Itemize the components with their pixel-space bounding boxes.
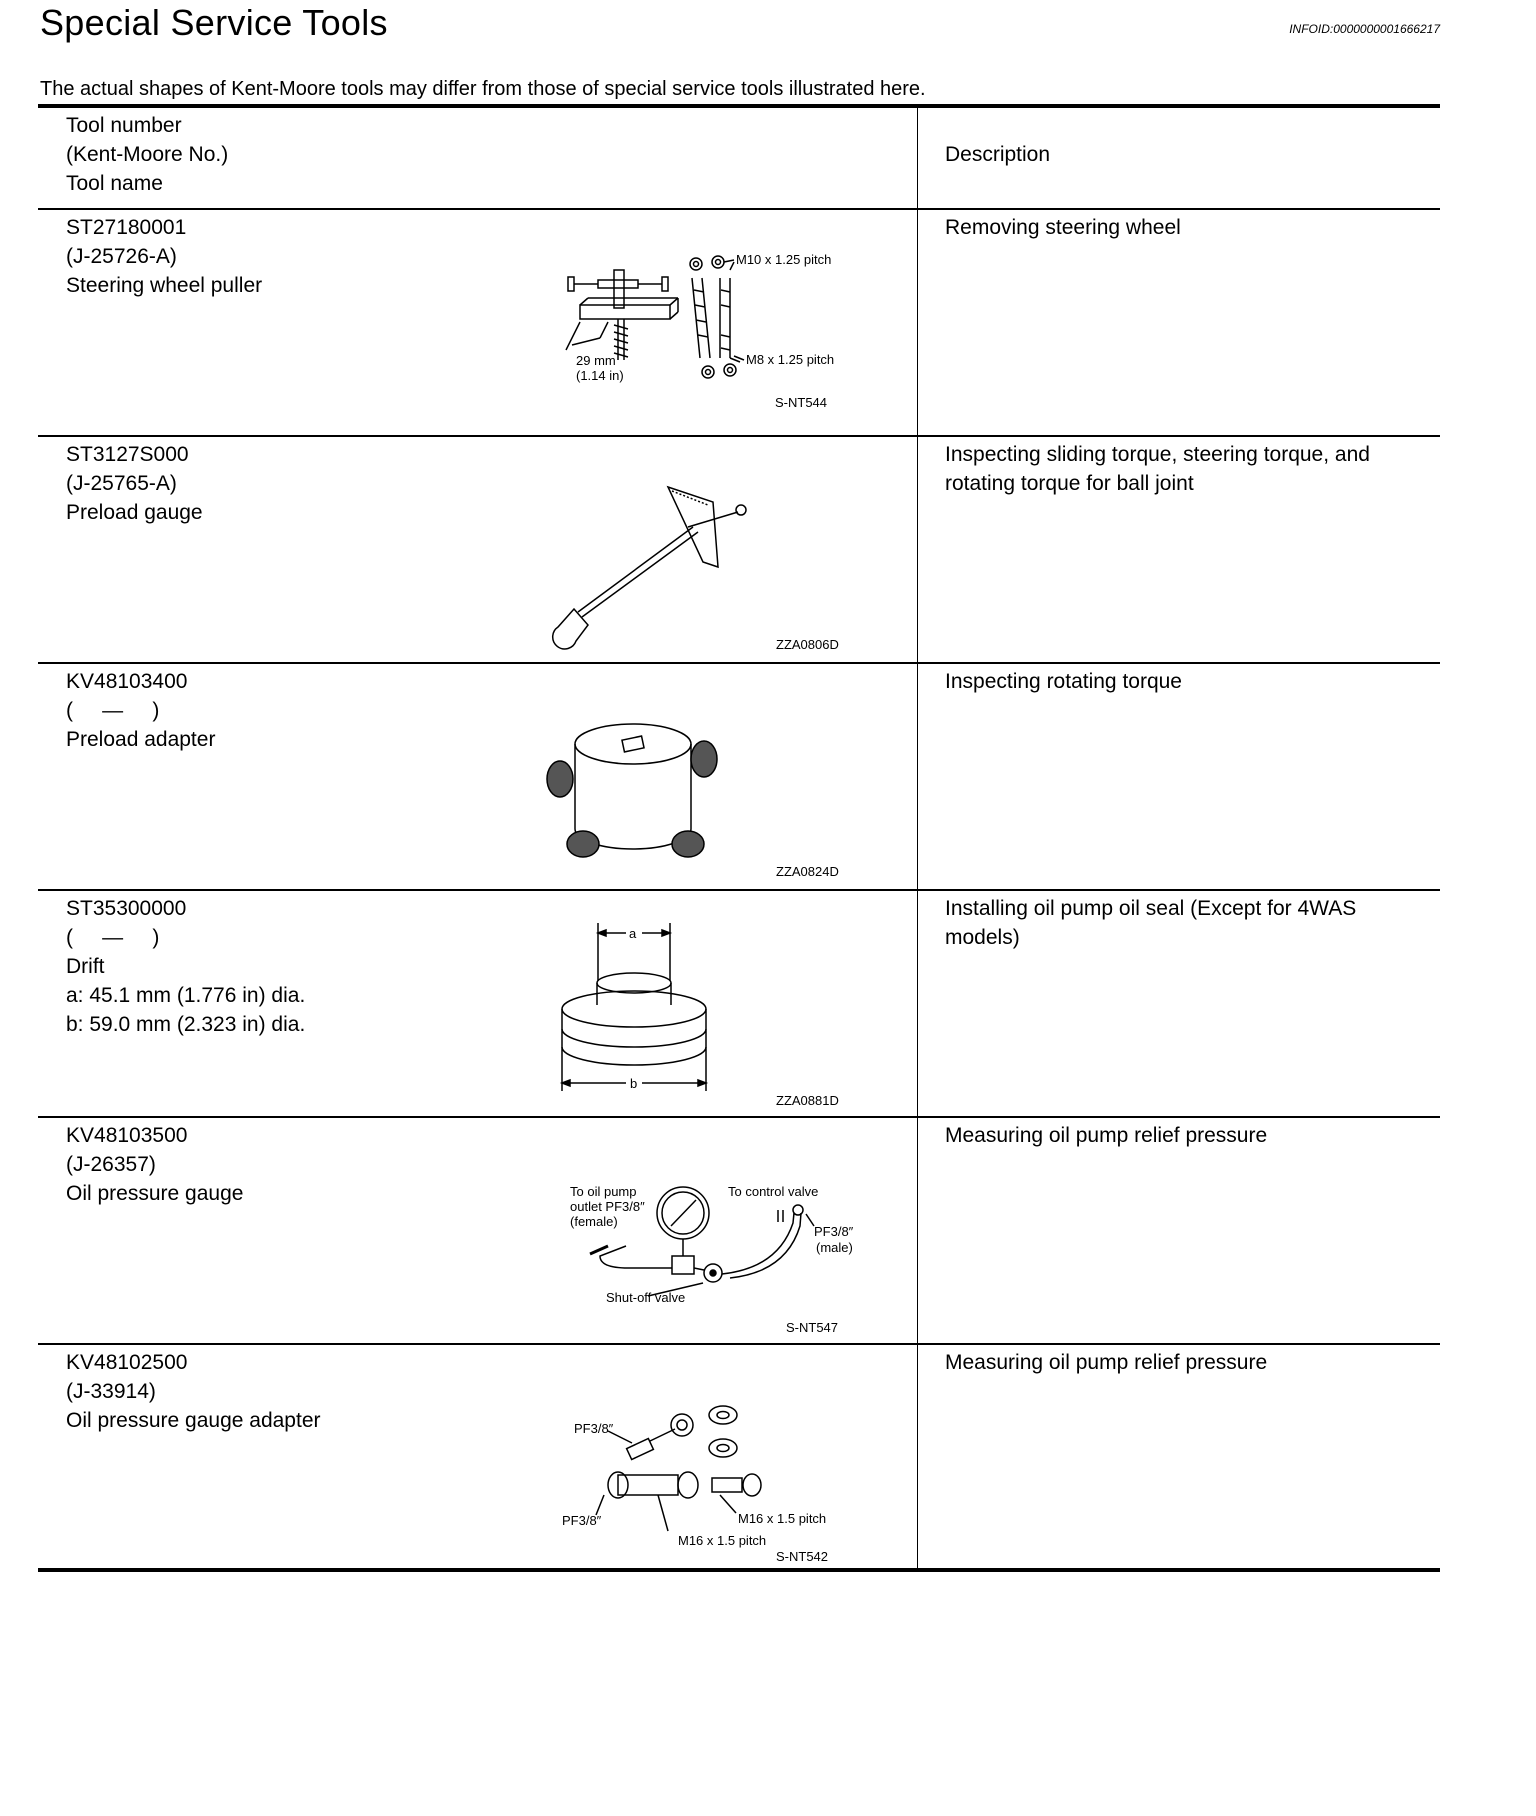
figure-label: To control valve — [728, 1184, 819, 1199]
tool-number: ST35300000 — [66, 897, 187, 920]
table-row — [38, 664, 1440, 891]
figure-label: 29 mm — [576, 353, 616, 368]
oil-pressure-gauge-figure — [528, 1118, 908, 1368]
tool-number: ST27180001 — [66, 216, 187, 239]
dimension-b: b: 59.0 mm (2.323 in) dia. — [66, 1013, 306, 1036]
tool-name: Preload adapter — [66, 728, 216, 751]
description-cell — [918, 1345, 1440, 1568]
kent-moore-number: ( — ) — [66, 926, 160, 949]
tool-cell — [38, 1118, 918, 1343]
table-row — [38, 1345, 1440, 1568]
figure-label: M16 x 1.5 pitch — [678, 1533, 767, 1548]
tool-number: KV48102500 — [66, 1351, 188, 1374]
description-cell — [918, 664, 1440, 889]
tool-cell — [38, 891, 918, 1116]
kent-moore-number: (J-25726-A) — [66, 245, 177, 268]
tool-name: Drift — [66, 955, 105, 978]
table-row — [38, 210, 1440, 437]
table-row — [38, 437, 1440, 664]
tool-name: Steering wheel puller — [66, 274, 263, 297]
figure-label: PF3/8″ — [574, 1421, 614, 1436]
page-note: The actual shapes of Kent-Moore tools may differ from those of special service tools illustrated here. — [40, 78, 926, 100]
page-title: Special Service Tools — [40, 2, 388, 43]
tool-cell — [38, 664, 918, 889]
info-id: INFOID:0000000001666217 — [1289, 22, 1440, 36]
figure-label: PF3/8″ — [562, 1513, 602, 1528]
header-right-cell — [918, 108, 1440, 208]
tool-cell — [38, 210, 918, 435]
figure-id: ZZA0824D — [776, 864, 839, 879]
table-row — [38, 891, 1440, 1118]
tool-number: KV48103400 — [66, 670, 188, 693]
figure-id: S-NT544 — [775, 395, 828, 410]
tool-description: Measuring oil pump relief pressure — [945, 1124, 1268, 1147]
figure-label: M16 x 1.5 pitch — [738, 1511, 827, 1526]
tool-number: KV48103500 — [66, 1124, 188, 1147]
oil-pressure-gauge-adapter-figure — [538, 1345, 918, 1595]
tool-description: Removing steering wheel — [945, 216, 1181, 239]
kent-moore-number: ( — ) — [66, 699, 160, 722]
header-description: Description — [945, 143, 1051, 166]
figure-label: Shut-off valve — [606, 1290, 686, 1305]
header-tool-number: Tool number — [66, 114, 182, 137]
steering-wheel-puller-figure — [538, 210, 918, 460]
table-row — [38, 1118, 1440, 1345]
figure-id: ZZA0881D — [776, 1093, 839, 1108]
description-cell — [918, 210, 1440, 435]
header-left-cell — [38, 108, 918, 208]
figure-label: M10 x 1.25 pitch — [736, 252, 832, 267]
kent-moore-number: (J-26357) — [66, 1153, 156, 1176]
figure-label: PF3/8″ — [814, 1224, 854, 1239]
tool-name: Preload gauge — [66, 501, 203, 524]
tools-table — [38, 104, 1440, 1572]
tool-description: Inspecting rotating torque — [945, 670, 1182, 693]
preload-gauge-figure — [538, 437, 918, 687]
figure-label: (female) — [570, 1214, 618, 1229]
tool-description: Measuring oil pump relief pressure — [945, 1351, 1268, 1374]
dimension-a: a: 45.1 mm (1.776 in) dia. — [66, 984, 306, 1007]
figure-label: (male) — [816, 1240, 853, 1255]
tool-description: Installing oil pump oil seal (Except for 4WAS models) — [945, 897, 1357, 949]
table-header — [38, 108, 1440, 210]
figure-id: S-NT542 — [776, 1549, 829, 1564]
tool-cell — [38, 437, 918, 662]
preload-adapter-figure — [538, 664, 918, 914]
figure-label: M8 x 1.25 pitch — [746, 352, 835, 367]
figure-id: S-NT547 — [786, 1320, 839, 1335]
drift-figure — [538, 891, 918, 1141]
tool-name: Oil pressure gauge adapter — [66, 1409, 321, 1432]
figure-label: outlet PF3/8″ — [570, 1199, 645, 1214]
tool-number: ST3127S000 — [66, 443, 189, 466]
tool-name: Oil pressure gauge — [66, 1182, 244, 1205]
kent-moore-number: (J-33914) — [66, 1380, 156, 1403]
kent-moore-number: (J-25765-A) — [66, 472, 177, 495]
header-kent-moore-no: (Kent-Moore No.) — [66, 143, 229, 166]
description-cell — [918, 1118, 1440, 1343]
tool-description: Inspecting sliding torque, steering torque, and rotating torque for ball joint — [945, 443, 1370, 495]
figure-label: To oil pump — [570, 1184, 637, 1199]
dimension-label-a: a — [629, 926, 637, 941]
figure-id: ZZA0806D — [776, 637, 839, 652]
description-cell — [918, 891, 1440, 1116]
header-tool-name: Tool name — [66, 172, 163, 195]
description-cell — [918, 437, 1440, 662]
dimension-label-b: b — [630, 1076, 638, 1091]
tool-cell — [38, 1345, 918, 1568]
figure-label: (1.14 in) — [576, 368, 624, 383]
